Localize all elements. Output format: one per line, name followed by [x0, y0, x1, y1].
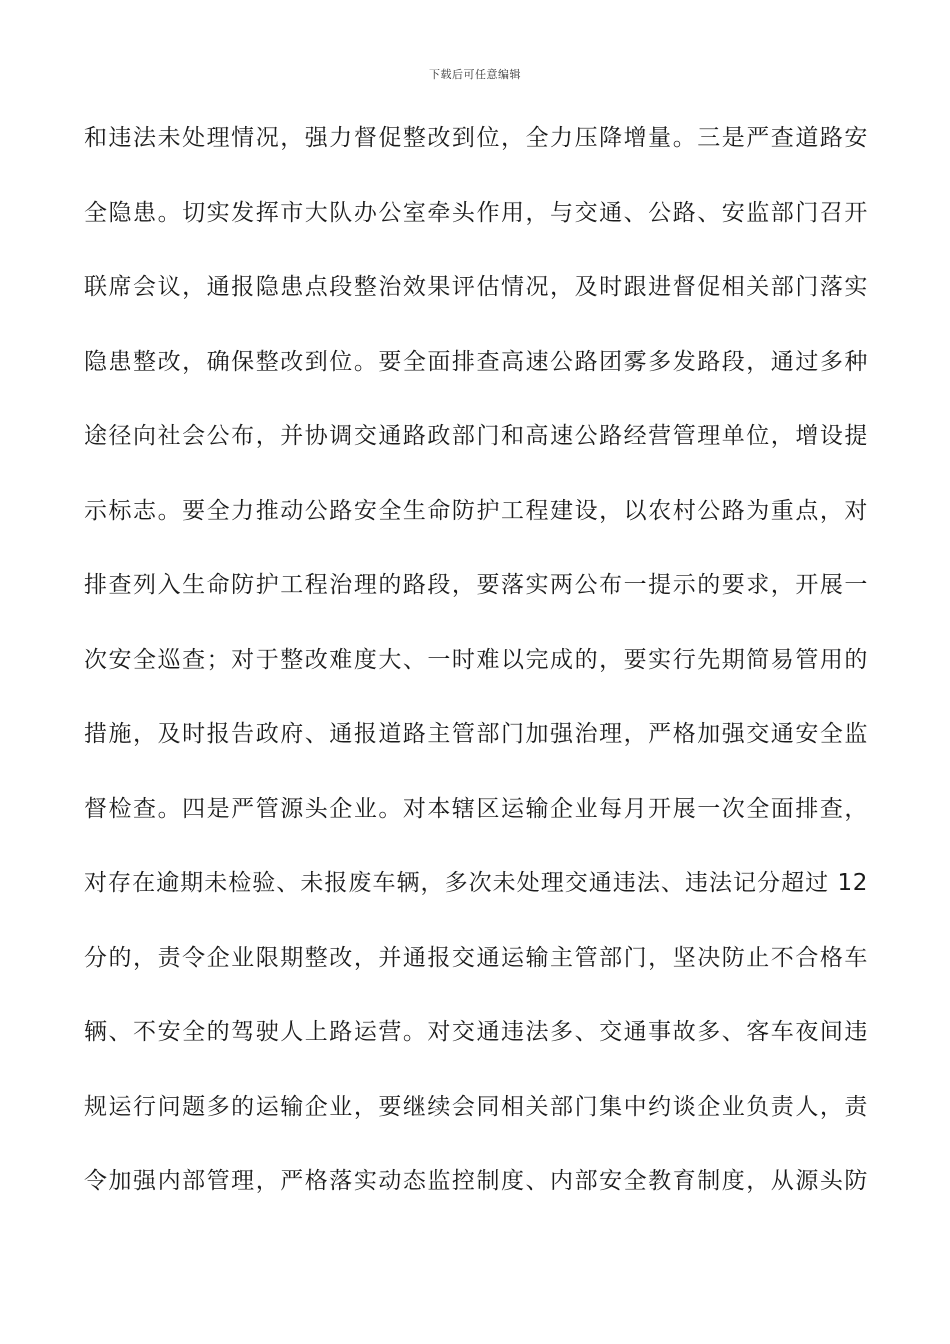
- text-line-9: 措施，及时报告政府、通报道路主管部门加强治理，严格加强交通安全监: [84, 721, 868, 747]
- text-line-5: 途径向社会公布，并协调交通路政部门和高速公路经营管理单位，增设提: [84, 423, 868, 449]
- text-line-12: 分的，责令企业限期整改，并通报交通运输主管部门，坚决防止不合格车: [84, 944, 868, 971]
- text-line-2: 全隐患。切实发挥市大队办公室牵头作用，与交通、公路、安监部门召开: [84, 199, 868, 226]
- text-line-3: 联席会议，通报隐患点段整治效果评估情况，及时跟进督促相关部门落实: [84, 274, 868, 300]
- text-line-15: 令加强内部管理，严格落实动态监控制度、内部安全教育制度，从源头防: [84, 1168, 868, 1194]
- text-line-7: 排查列入生命防护工程治理的路段，要落实两公布一提示的要求，开展一: [84, 572, 868, 598]
- text-line-11: 对存在逾期未检验、未报废车辆，多次未处理交通违法、违法记分超过 12: [84, 870, 868, 896]
- text-line-14: 规运行问题多的运输企业，要继续会同相关部门集中约谈企业负责人，责: [84, 1093, 868, 1120]
- text-line-8: 次安全巡查；对于整改难度大、一时难以完成的，要实行先期简易管用的: [84, 646, 868, 673]
- header-note: 下载后可任意编辑: [429, 68, 521, 81]
- text-line-6: 示标志。要全力推动公路安全生命防护工程建设，以农村公路为重点，对: [84, 497, 868, 524]
- text-line-4: 隐患整改，确保整改到位。要全面排查高速公路团雾多发路段，通过多种: [84, 348, 868, 375]
- body-text: [84, 118, 868, 1236]
- text-line-10: 督检查。四是严管源头企业。对本辖区运输企业每月开展一次全面排查，: [84, 795, 868, 822]
- text-line-13: 辆、不安全的驾驶人上路运营。对交通违法多、交通事故多、客车夜间违: [84, 1019, 868, 1045]
- text-line-1: 和违法未处理情况，强力督促整改到位，全力压降增量。三是严查道路安: [84, 125, 868, 151]
